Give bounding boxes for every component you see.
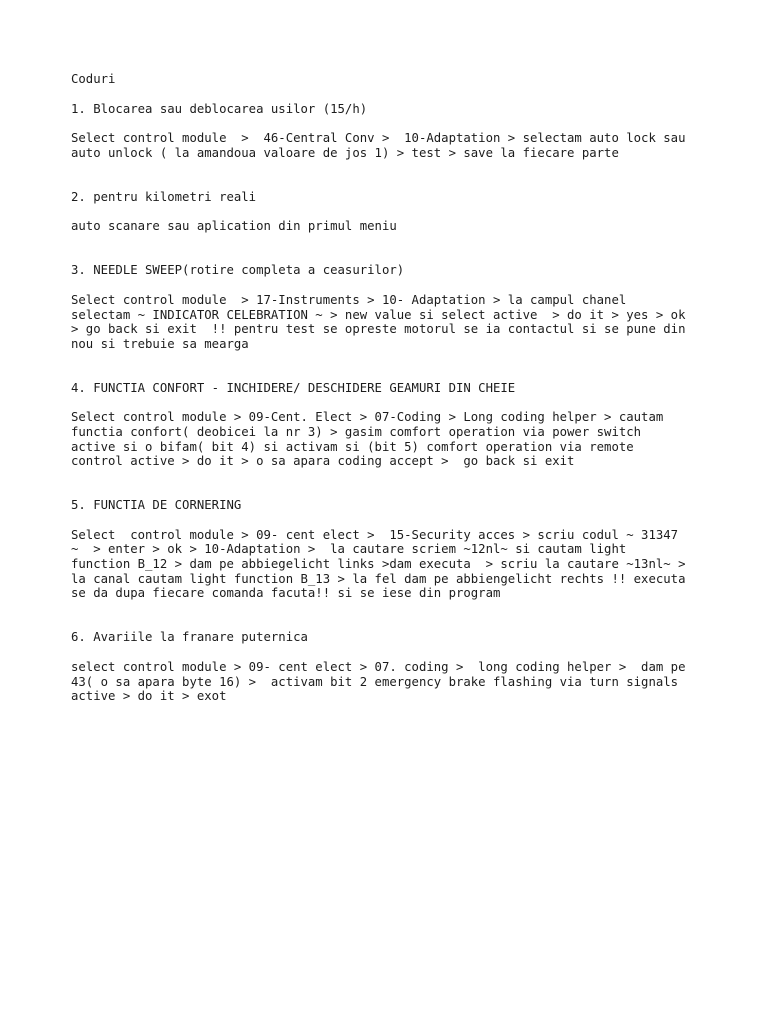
paragraph-line: la canal cautam light function B_13 > la fel dam pe abbiengelicht rechts !! executa [71,571,686,586]
section-6 [71,630,711,704]
paragraph-line: > go back si exit !! pentru test se opreste motorul se ia contactul si se pune din [71,322,686,337]
paragraph-line: Select control module > 46-Central Conv > 10-Adaptation > selectam auto lock sau [71,131,686,146]
paragraph-line: Select control module > 09- cent elect > 15-Security acces > scriu codul ~ 31347 [71,527,679,542]
paragraph-line: select control module > 09- cent elect > 07. coding > long coding helper > dam pe [71,659,686,674]
section-heading: 4. FUNCTIA CONFORT - INCHIDERE/ DESCHIDERE GEAMURI DIN CHEIE [71,380,516,395]
section-heading: 1. Blocarea sau deblocarea usilor (15/h) [71,101,368,116]
paragraph-line: active si o bifam( bit 4) si activam si (bit 5) comfort operation via remote [71,439,634,454]
paragraph-line: functia confort( deobicei la nr 3) > gasim comfort operation via power switch [71,424,642,439]
section-2 [71,190,711,234]
section-1 [71,102,711,161]
paragraph-line: selectam ~ INDICATOR CELEBRATION ~ > new value si select active > do it > yes > ok [71,307,686,322]
section-5 [71,498,711,601]
paragraph-line: active > do it > exot [71,689,227,704]
document-title: Coduri [71,72,116,86]
paragraph-line: Select control module > 09-Cent. Elect > 07-Coding > Long coding helper > cautam [71,410,664,425]
document-page [71,72,711,704]
section-heading: 3. NEEDLE SWEEP(rotire completa a ceasurilor) [71,263,405,278]
paragraph-line: control active > do it > o sa apara coding accept > go back si exit [71,454,575,469]
paragraph-line: auto unlock ( la amandoua valoare de jos 1) > test > save la fiecare parte [71,146,619,161]
paragraph-line: nou si trebuie sa mearga [71,336,249,351]
section-heading: 5. FUNCTIA DE CORNERING [71,498,242,512]
section-heading: 6. Avariile la franare puternica [71,630,308,645]
section-3 [71,263,711,351]
paragraph-line: ~ > enter > ok > 10-Adaptation > la cautare scriem ~12nl~ si cautam light [71,542,627,557]
paragraph-line: 43( o sa apara byte 16) > activam bit 2 emergency brake flashing via turn signals [71,674,679,689]
paragraph-line: function B_12 > dam pe abbiegelicht links >dam executa > scriu la cautare ~13nl~ > [71,557,686,572]
paragraph-line: auto scanare sau aplication din primul meniu [71,219,397,234]
paragraph-line: se da dupa fiecare comanda facuta!! si se iese din program [71,586,501,601]
paragraph-line: Select control module > 17-Instruments > 10- Adaptation > la campul chanel [71,292,627,307]
section-4 [71,381,711,469]
section-heading: 2. pentru kilometri reali [71,189,257,204]
